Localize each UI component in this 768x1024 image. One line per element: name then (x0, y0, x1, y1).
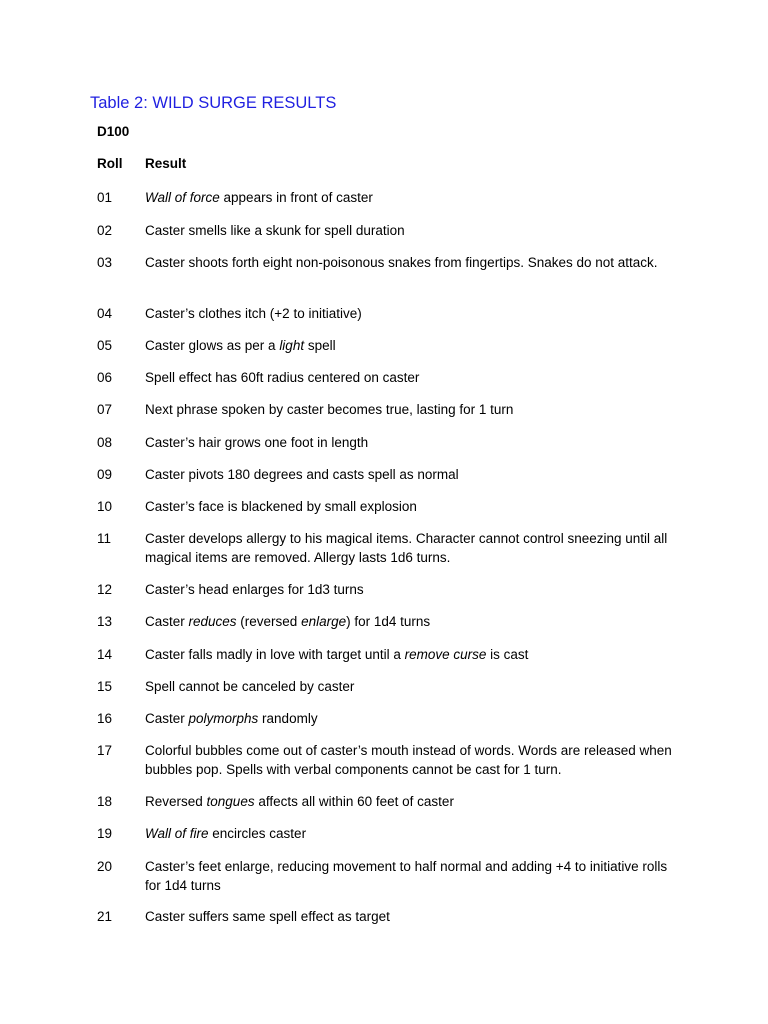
result-text (145, 677, 675, 696)
result-text-segment: Caster’s face is blackened by small explosion (145, 499, 417, 514)
result-text (145, 188, 675, 207)
result-text (145, 741, 675, 779)
result-text-segment: Next phrase spoken by caster becomes true, lasting for 1 turn (145, 402, 514, 417)
result-text-segment: Colorful bubbles come out of caster’s mouth instead of words. Words are released when bubbles pop. Spells with verbal components cannot be cast for 1 turn. (145, 743, 672, 777)
result-text (145, 529, 675, 567)
result-text (145, 709, 675, 728)
roll-value: 12 (97, 582, 113, 597)
result-text-segment: Spell effect has 60ft radius centered on caster (145, 370, 420, 385)
result-text (145, 400, 675, 419)
result-text (145, 907, 675, 926)
result-text-segment: Spell cannot be canceled by caster (145, 679, 355, 694)
roll-value: 02 (97, 223, 113, 238)
roll-value: 10 (97, 499, 113, 514)
result-text (145, 792, 675, 811)
roll-value: 05 (97, 338, 113, 353)
column-header-roll: Roll (97, 156, 123, 171)
result-italic-term: Wall of force (145, 190, 220, 205)
result-italic-term: enlarge (301, 614, 347, 629)
result-text-segment: Caster smells like a skunk for spell duration (145, 223, 405, 238)
result-italic-term: Wall of fire (145, 826, 209, 841)
table-title: Table 2: WILD SURGE RESULTS (90, 94, 337, 112)
result-text-segment: is cast (486, 647, 529, 662)
roll-value: 20 (97, 859, 113, 874)
result-text-segment: appears in front of caster (219, 190, 373, 205)
roll-value: 13 (97, 614, 113, 629)
result-text (145, 253, 675, 272)
result-text-segment: Caster falls madly in love with target until a (145, 647, 405, 662)
result-text-segment: Caster’s hair grows one foot in length (145, 435, 369, 450)
roll-value: 03 (97, 255, 113, 270)
roll-value: 21 (97, 909, 113, 924)
result-text-segment: Caster glows as per a (145, 338, 280, 353)
result-text (145, 497, 675, 516)
roll-value: 08 (97, 435, 113, 450)
roll-value: 14 (97, 647, 113, 662)
result-text-segment: Caster’s head enlarges for 1d3 turns (145, 582, 364, 597)
result-text (145, 433, 675, 452)
result-text (145, 221, 675, 240)
result-text-segment: Reversed (145, 794, 207, 809)
result-text-segment: encircles caster (208, 826, 307, 841)
roll-value: 19 (97, 826, 113, 841)
result-text-segment: Caster’s clothes itch (+2 to initiative) (145, 306, 362, 321)
roll-value: 01 (97, 190, 113, 205)
result-text-segment: Caster pivots 180 degrees and casts spell as normal (145, 467, 459, 482)
die-label: D100 (97, 124, 130, 139)
result-text (145, 580, 675, 599)
result-italic-term: polymorphs (188, 711, 259, 726)
result-italic-term: remove curse (404, 647, 487, 662)
roll-value: 09 (97, 467, 113, 482)
result-italic-term: tongues (206, 794, 255, 809)
result-text (145, 336, 675, 355)
result-italic-term: reduces (188, 614, 237, 629)
result-text-segment: Caster (145, 614, 189, 629)
result-italic-term: light (279, 338, 305, 353)
result-text (145, 645, 675, 664)
result-text-segment: Caster develops allergy to his magical items. Character cannot control sneezing until all magical items are removed. Allergy lasts 1d6 turns. (145, 531, 668, 565)
result-text-segment: affects all within 60 feet of caster (254, 794, 454, 809)
result-text-segment: ) for 1d4 turns (346, 614, 431, 629)
roll-value: 04 (97, 306, 113, 321)
roll-value: 15 (97, 679, 113, 694)
roll-value: 18 (97, 794, 113, 809)
result-text (145, 368, 675, 387)
result-text-segment: Caster shoots forth eight non-poisonous snakes from fingertips. Snakes do not attack. (145, 255, 658, 270)
result-text-segment: (reversed (236, 614, 302, 629)
result-text (145, 824, 675, 843)
result-text-segment: Caster (145, 711, 189, 726)
result-text (145, 465, 675, 484)
roll-value: 11 (97, 531, 112, 546)
result-text-segment: Caster’s feet enlarge, reducing movement to half normal and adding +4 to initiative rolls for 1d4 turns (145, 859, 668, 893)
roll-value: 07 (97, 402, 113, 417)
roll-value: 06 (97, 370, 113, 385)
result-text (145, 612, 675, 631)
result-text-segment: Caster suffers same spell effect as target (145, 909, 390, 924)
column-header-result: Result (145, 156, 187, 171)
result-text (145, 304, 675, 323)
roll-value: 17 (97, 743, 113, 758)
roll-value: 16 (97, 711, 113, 726)
result-text-segment: randomly (258, 711, 318, 726)
result-text-segment: spell (304, 338, 336, 353)
result-text (145, 857, 675, 895)
